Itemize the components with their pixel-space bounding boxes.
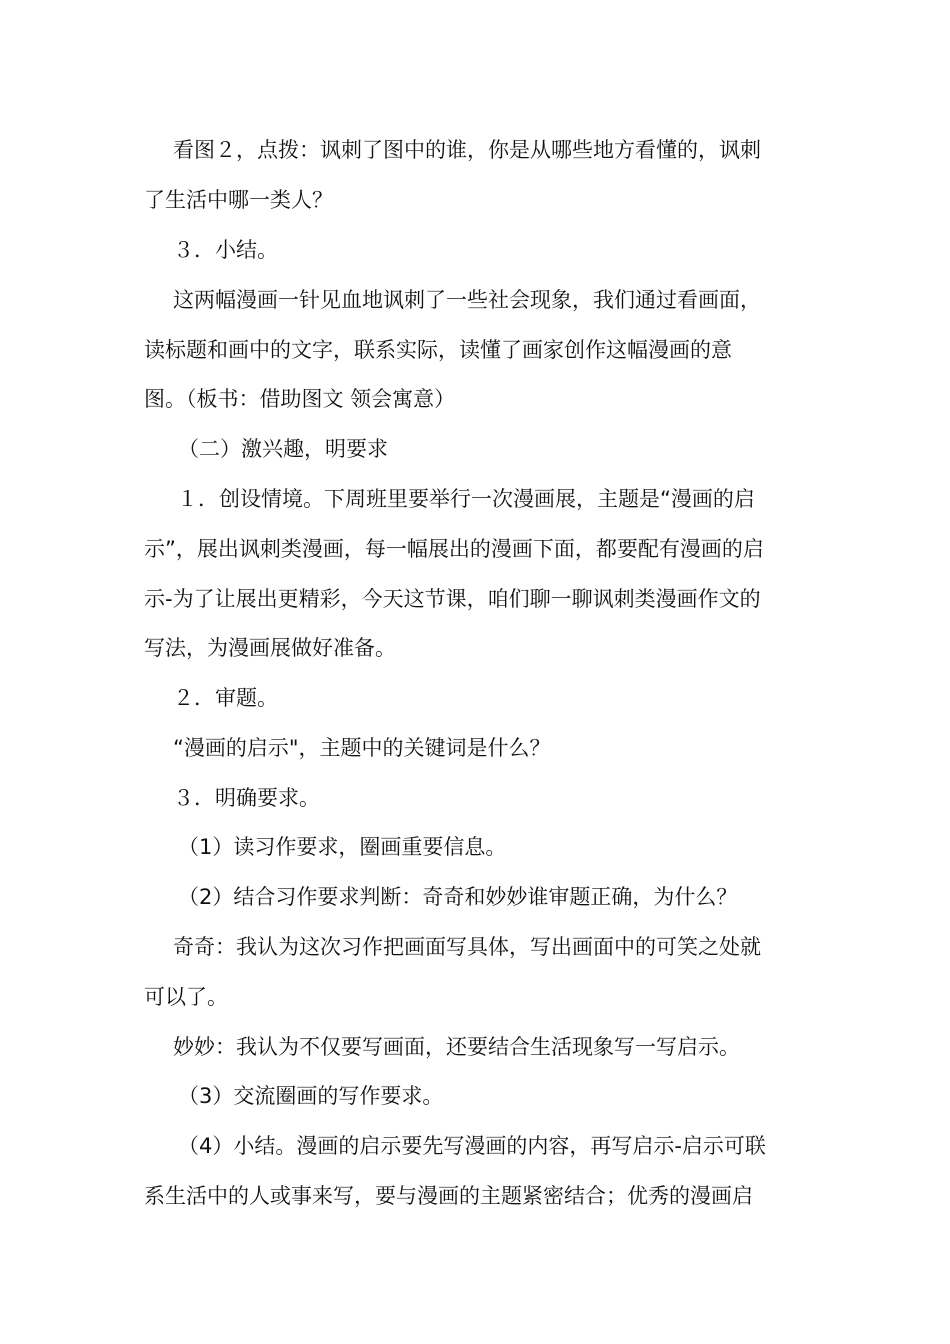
paragraph-line: １．创设情境。下周班里要举行一次漫画展，主题是“漫画的启 xyxy=(177,487,755,511)
paragraph-line: 奇奇：我认为这次习作把画面写具体，写出画面中的可笑之处就 xyxy=(173,935,761,959)
paragraph-line: 示”，展出讽刺类漫画，每一幅展出的漫画下面，都要配有漫画的启 xyxy=(144,537,764,561)
paragraph-line: 示-为了让展出更精彩，今天这节课，咱们聊一聊讽刺类漫画作文的 xyxy=(144,587,761,611)
section-heading: ３．明确要求。 xyxy=(173,786,320,810)
section-heading: ３．小结。 xyxy=(173,238,278,262)
paragraph-line: 读标题和画中的文字，联系实际，读懂了画家创作这幅漫画的意 xyxy=(144,338,732,362)
paragraph-line: “漫画的启示"，主题中的关键词是什么？ xyxy=(173,736,551,760)
paragraph-line: 写法，为漫画展做好准备。 xyxy=(144,636,396,660)
paragraph-line: 这两幅漫画一针见血地讽刺了一些社会现象，我们通过看画面， xyxy=(173,288,761,312)
paragraph-line: 妙妙：我认为不仅要写画面，还要结合生活现象写一写启示。 xyxy=(173,1035,740,1059)
list-item: （4）小结。漫画的启示要先写漫画的内容，再写启示-启示可联 xyxy=(178,1134,766,1158)
paragraph-line: 可以了。 xyxy=(144,985,228,1009)
section-heading: ２．审题。 xyxy=(173,686,278,710)
list-item: （2）结合习作要求判断：奇奇和妙妙谁审题正确，为什么？ xyxy=(178,885,738,909)
paragraph-line: 了生活中哪一类人？ xyxy=(144,188,333,212)
list-item: （1）读习作要求，圈画重要信息。 xyxy=(178,835,507,859)
paragraph-line: 看图２，点拨：讽刺了图中的谁，你是从哪些地方看懂的，讽刺 xyxy=(173,138,761,162)
paragraph-line: 系生活中的人或事来写，要与漫画的主题紧密结合；优秀的漫画启 xyxy=(144,1184,753,1208)
list-item: （3）交流圈画的写作要求。 xyxy=(178,1084,444,1108)
section-heading: （二）激兴趣，明要求 xyxy=(178,437,388,461)
paragraph-line: 图。（板书：借助图文 领会寓意） xyxy=(144,387,456,411)
